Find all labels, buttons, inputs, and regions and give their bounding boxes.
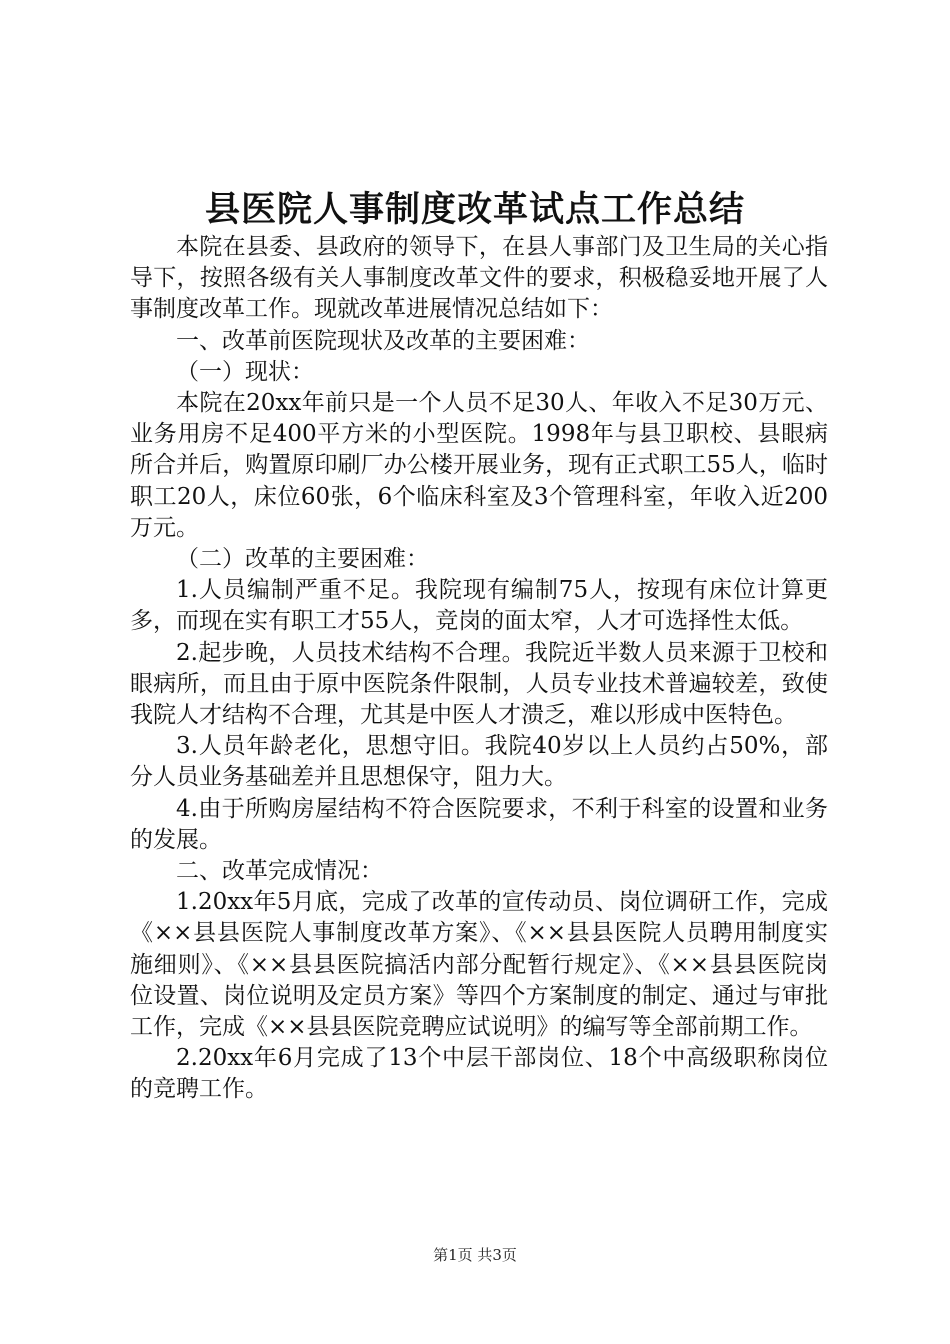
subsection-heading-status: （一）现状： <box>176 358 314 385</box>
document-body <box>130 232 828 1106</box>
intro-paragraph: 本院在县委、县政府的领导下，在县人事部门及卫生局的关心指导下，按照各级有关人事制度改革文件的要求，积极稳妥地开展了人事制度改革工作。现就改革进展情况总结如下： <box>130 234 828 323</box>
difficulty-item-1: 1.人员编制严重不足。我院现有编制75人，按现有床位计算更多，而现在实有职工才55人，竞岗的面太窄，人才可选择性太低。 <box>130 577 828 635</box>
completion-item-2: 2.20xx年6月完成了13个中层干部岗位、18个中高级职称岗位的竞聘工作。 <box>130 1045 828 1103</box>
completion-item-1: 1.20xx年5月底，完成了改革的宣传动员、岗位调研工作，完成《××县县医院人事制度改革方案》、《××县县医院人员聘用制度实施细则》、《××县县医院搞活内部分配暂行规定》、《××县县医院岗位设置、岗位说明及定员方案》等四个方案制度的制定、通过与审批工作，完成《××县县医院竞聘应试说明》的编写等全部前期工作。 <box>130 889 828 1041</box>
status-paragraph: 本院在20xx年前只是一个人员不足30人、年收入不足30万元、业务用房不足400平方米的小型医院。1998年与县卫职校、县眼病所合并后，购置原印刷厂办公楼开展业务，现有正式职工55人，临时职工20人，床位60张，6个临床科室及3个管理科室，年收入近200万元。 <box>130 390 828 541</box>
section-heading-2: 二、改革完成情况： <box>176 858 383 885</box>
document-title: 县医院人事制度改革试点工作总结 <box>204 189 745 230</box>
section-heading-1: 一、改革前医院现状及改革的主要困难： <box>176 327 590 354</box>
subsection-heading-difficulties: （二）改革的主要困难： <box>176 546 429 573</box>
difficulty-item-4: 4.由于所购房屋结构不符合医院要求，不利于科室的设置和业务的发展。 <box>130 795 828 853</box>
difficulty-item-3: 3.人员年龄老化，思想守旧。我院40岁以上人员约占50%，部分人员业务基础差并且思想保守，阻力大。 <box>130 733 828 791</box>
difficulty-item-2: 2.起步晚，人员技术结构不合理。我院近半数人员来源于卫校和眼病所，而且由于原中医院条件限制，人员专业技术普遍较差，致使我院人才结构不合理，尤其是中医人才溃乏，难以形成中医特色。 <box>130 639 828 729</box>
page-number-footer: 第1页 共3页 <box>433 1246 517 1264</box>
